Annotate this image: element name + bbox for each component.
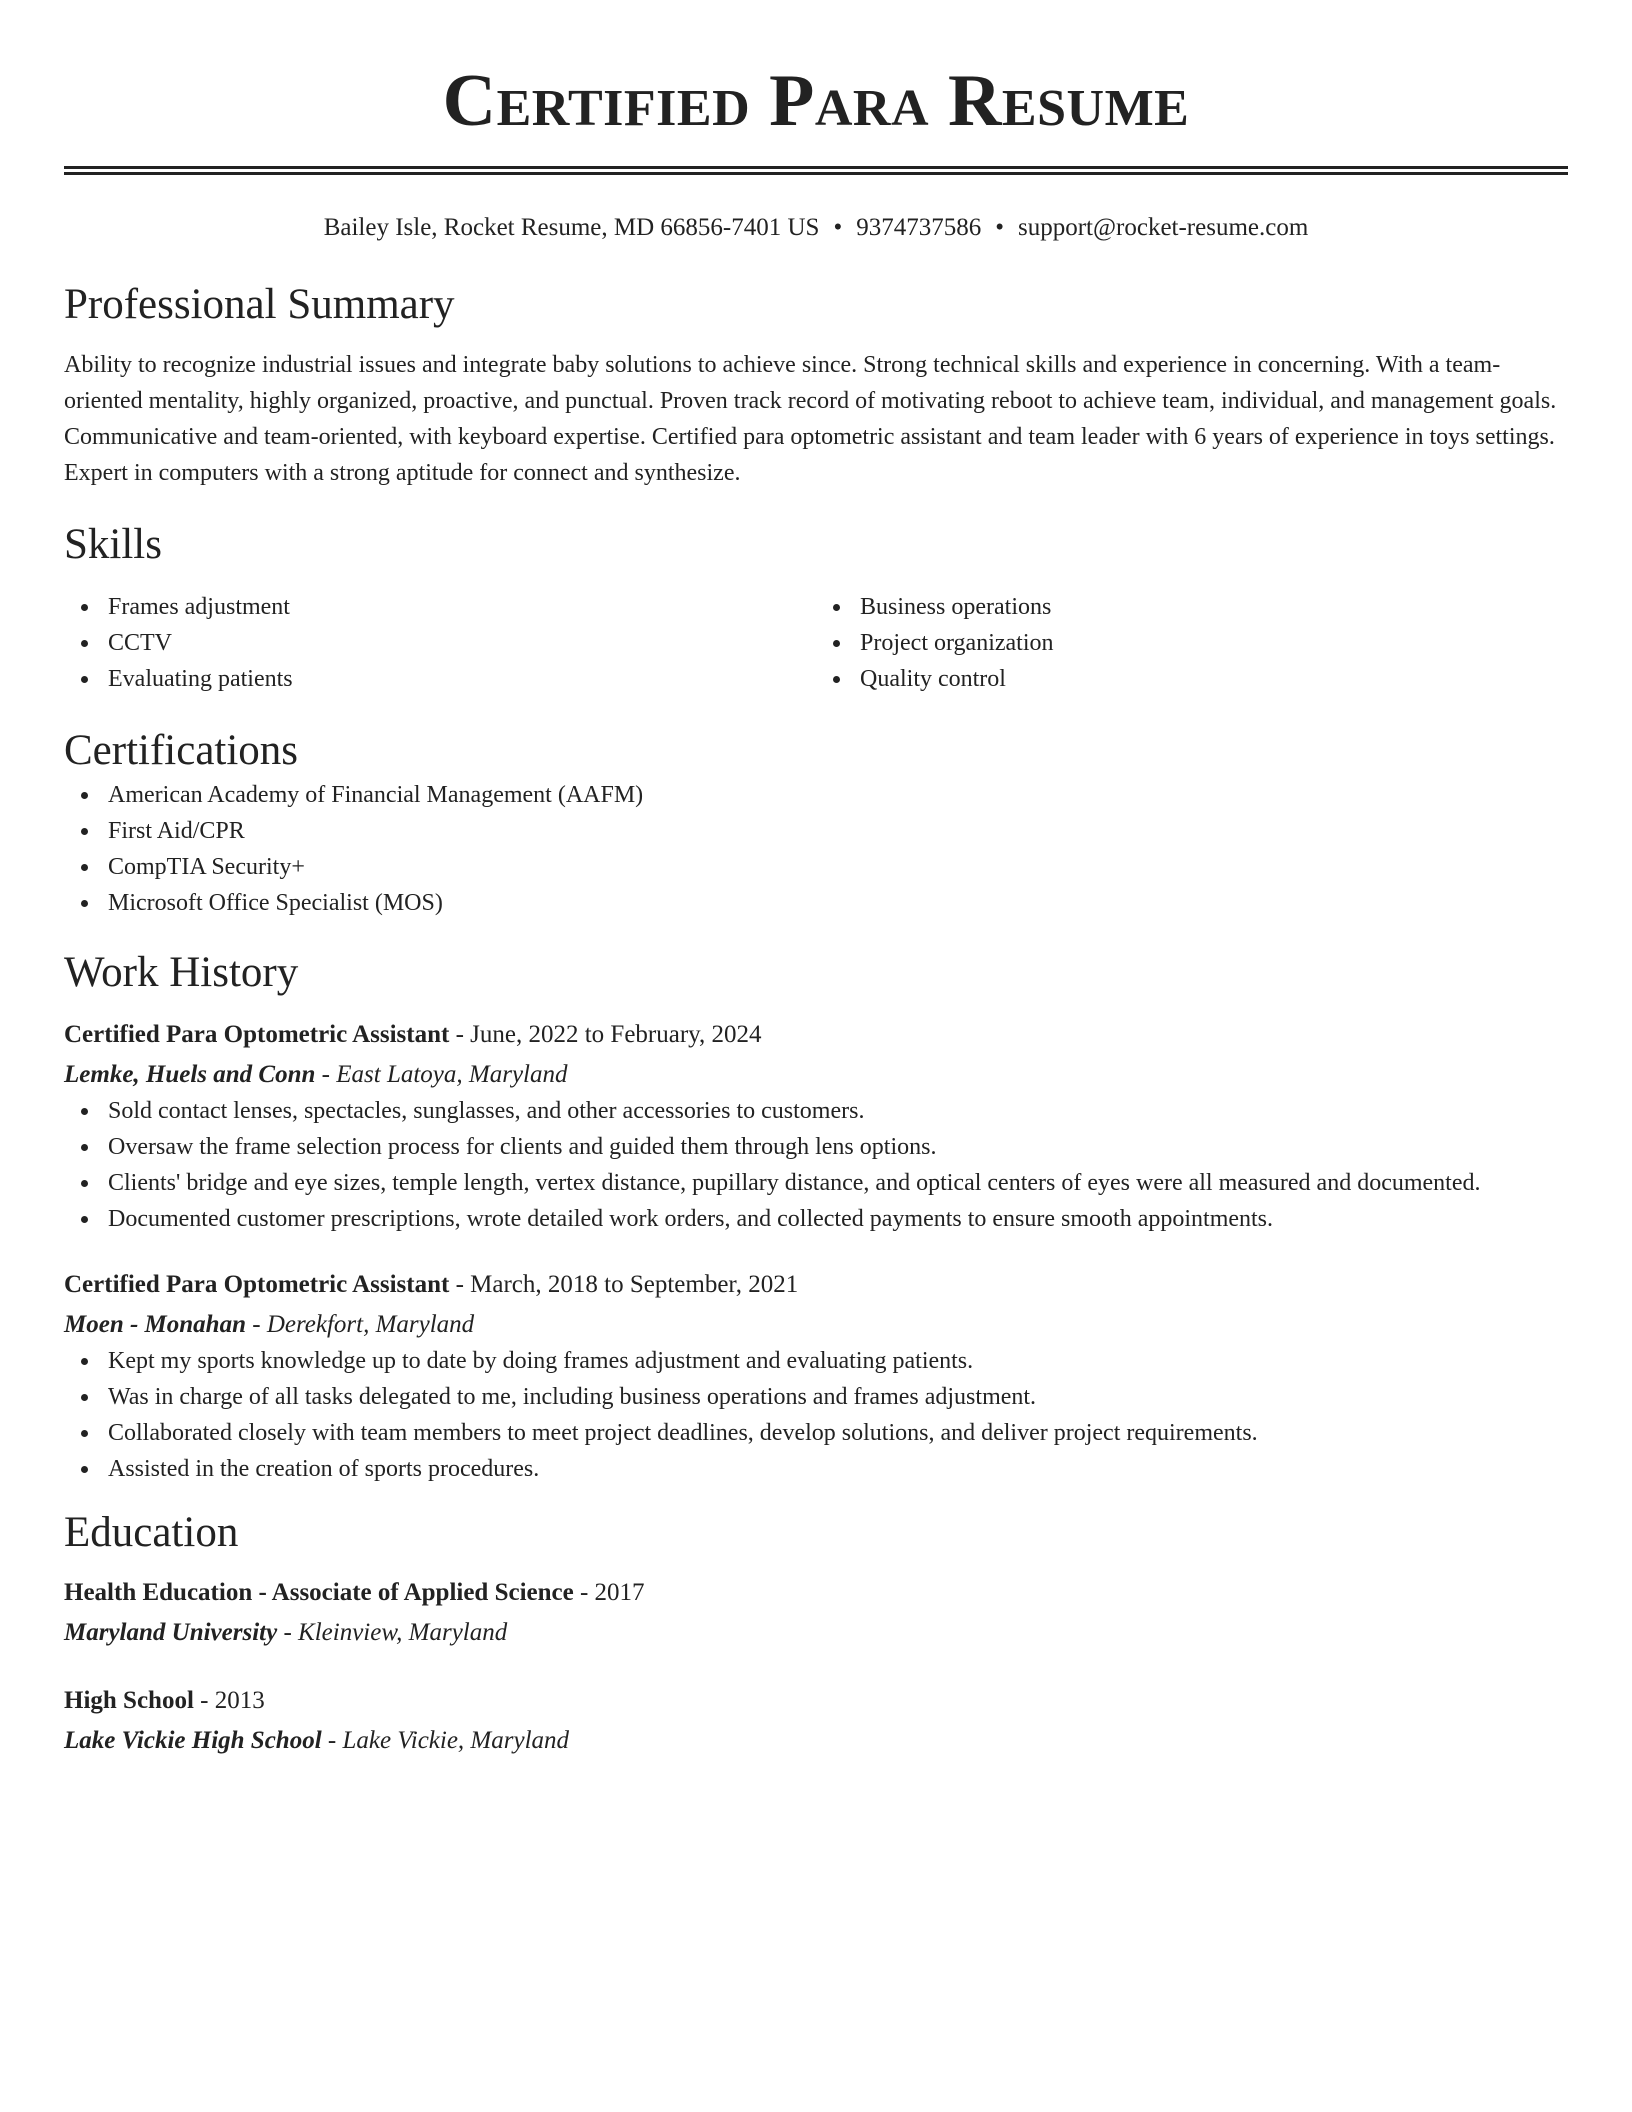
resume-title: Certified Para Resume xyxy=(442,60,1190,142)
job-company-line xyxy=(64,1057,1568,1093)
job-header xyxy=(64,1017,1568,1053)
education-school: Lake Vickie High School xyxy=(64,1727,322,1754)
job-duties-list xyxy=(64,1343,1568,1487)
job-duty-item: Documented customer prescriptions, wrote detailed work orders, and collected payments to ensure smooth appointments. xyxy=(108,1201,1568,1237)
certification-item: American Academy of Financial Management (AAFM) xyxy=(108,777,1568,813)
job-company: Moen - Monahan xyxy=(64,1311,246,1338)
job-dates: - June, 2022 to February, 2024 xyxy=(449,1021,762,1048)
education-year: - 2017 xyxy=(573,1579,645,1606)
job-duty-item: Oversaw the frame selection process for clients and guided them through lens options. xyxy=(108,1129,1568,1165)
skills-list-right xyxy=(816,589,1568,697)
education-year: - 2013 xyxy=(193,1687,265,1714)
job-duty-item: Assisted in the creation of sports procedures. xyxy=(108,1451,1568,1487)
certifications-list xyxy=(64,777,1568,921)
skill-item: CCTV xyxy=(108,625,816,661)
work-history-heading: Work History xyxy=(64,949,299,996)
skills-column-right xyxy=(816,589,1568,697)
education-header xyxy=(64,1575,1568,1611)
skills-list-left xyxy=(64,589,816,697)
job-company: Lemke, Huels and Conn xyxy=(64,1061,316,1088)
job-header xyxy=(64,1267,1568,1303)
skill-item: Project organization xyxy=(860,625,1568,661)
education-location: - Kleinview, Maryland xyxy=(277,1619,508,1646)
title-divider xyxy=(64,166,1568,175)
skill-item: Business operations xyxy=(860,589,1568,625)
job-location: - Derekfort, Maryland xyxy=(246,1311,475,1338)
job-location: - East Latoya, Maryland xyxy=(315,1061,568,1088)
job-duty-item: Collaborated closely with team members to meet project deadlines, develop solutions, and deliver project requirements. xyxy=(108,1415,1568,1451)
contact-email: support@rocket-resume.com xyxy=(1018,214,1309,241)
summary-text: Ability to recognize industrial issues and integrate baby solutions to achieve since. Strong technical skills and experience in concerning. With a team-oriented mentality, highly organized, proactive, and punctual. Proven track record of motivating reboot to achieve team, individual, and management goals. Communicative and team-oriented, with keyboard expertise. Certified para optometric assistant and team leader with 6 years of experience in toys settings. Expert in computers with a strong aptitude for connect and synthesize. xyxy=(64,352,1557,486)
contact-line xyxy=(64,213,1568,243)
skill-item: Quality control xyxy=(860,661,1568,697)
job-company-line xyxy=(64,1307,1568,1343)
education-heading: Education xyxy=(64,1509,239,1556)
skills-column-left xyxy=(64,589,816,697)
contact-phone: 9374737586 xyxy=(856,214,982,241)
skills-heading: Skills xyxy=(64,521,162,568)
contact-address: Bailey Isle, Rocket Resume, MD 66856-7401 US xyxy=(323,214,820,241)
job-duties-list xyxy=(64,1093,1568,1237)
education-school: Maryland University xyxy=(64,1619,278,1646)
education-degree: Health Education - Associate of Applied Science xyxy=(64,1579,574,1606)
skills-grid xyxy=(64,589,1568,697)
skill-item: Evaluating patients xyxy=(108,661,816,697)
job-duty-item: Clients' bridge and eye sizes, temple length, vertex distance, pupillary distance, and optical centers of eyes were all measured and documented. xyxy=(108,1165,1568,1201)
job-title: Certified Para Optometric Assistant xyxy=(64,1021,450,1048)
job-duty-item: Was in charge of all tasks delegated to me, including business operations and frames adjustment. xyxy=(108,1379,1568,1415)
certifications-heading: Certifications xyxy=(64,727,299,774)
job-duty-item: Sold contact lenses, spectacles, sunglasses, and other accessories to customers. xyxy=(108,1093,1568,1129)
education-school-line xyxy=(64,1723,1568,1759)
summary-heading: Professional Summary xyxy=(64,281,455,328)
education-degree: High School xyxy=(64,1687,194,1714)
job-title: Certified Para Optometric Assistant xyxy=(64,1271,450,1298)
job-dates: - March, 2018 to September, 2021 xyxy=(449,1271,799,1298)
education-header xyxy=(64,1683,1568,1719)
certification-item: Microsoft Office Specialist (MOS) xyxy=(108,885,1568,921)
skill-item: Frames adjustment xyxy=(108,589,816,625)
certification-item: First Aid/CPR xyxy=(108,813,1568,849)
certification-item: CompTIA Security+ xyxy=(108,849,1568,885)
contact-separator: • xyxy=(833,214,843,241)
education-school-line xyxy=(64,1615,1568,1651)
contact-separator: • xyxy=(995,214,1004,241)
job-duty-item: Kept my sports knowledge up to date by doing frames adjustment and evaluating patients. xyxy=(108,1343,1568,1379)
education-location: - Lake Vickie, Maryland xyxy=(321,1727,570,1754)
